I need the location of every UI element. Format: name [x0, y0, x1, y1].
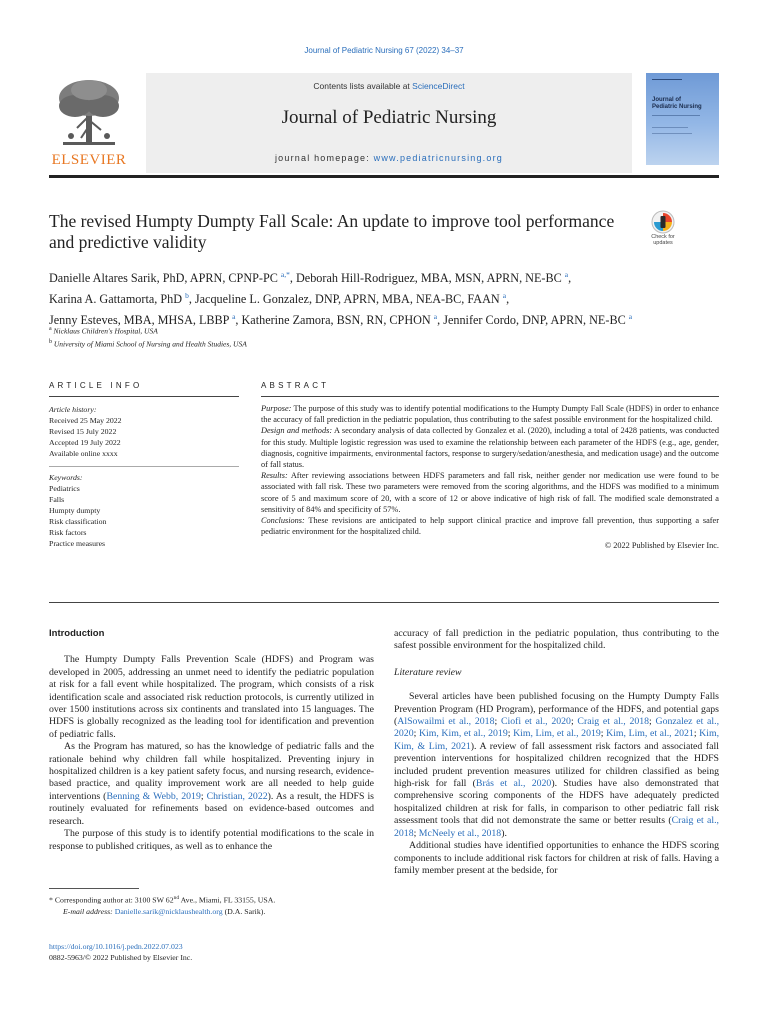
abstract-label: Results: — [261, 471, 288, 481]
reference-link[interactable]: Benning & Webb, 2019 — [106, 790, 201, 802]
abstract-label: Design and methods: — [261, 426, 333, 436]
affiliation-b — [49, 337, 649, 350]
affiliation-marker: a — [49, 326, 52, 332]
masthead-divider — [49, 175, 719, 178]
author-name: Jenny Esteves, MBA, MHSA, LBBP — [49, 313, 233, 328]
homepage-line — [146, 153, 632, 163]
cover-decoration — [652, 133, 692, 134]
footnote-text: Ave., Miami, FL 33155, USA. — [179, 895, 276, 905]
keyword: Risk classification — [49, 517, 107, 526]
abstract-text: A secondary analysis of data collected by Gonzalez et al. (2020), including a total of 2428 patients, was conducted for this study. Multiple logistic regression was used to examine the relationship between each parameter of the HDFS (e.g., age, gender, diagnosis, cognitive impairments, environmental factors, response to surgery/sedation/anesthesia, and medication usage) and the outcome of fall status. — [261, 426, 720, 470]
elsevier-logo[interactable] — [49, 76, 129, 170]
affiliation-text: Nicklaus Children's Hospital, USA — [51, 326, 158, 336]
reference-link[interactable]: Kim, Kim, & Lim, 2021 — [394, 728, 720, 752]
keyword: Risk factors — [49, 528, 87, 537]
masthead-banner — [146, 73, 632, 173]
online-date: Available online xxxx — [49, 449, 118, 458]
abstract-text: After reviewing associations between HDFS parameters and fall risk, neither gender nor medication use were found to be associated with fall risk. These two parameters were removed from the scoring algorithms, and the HDFS was modified to a minimum score of 5 and maximum score of 20, with a score of 12 or above indicative of high risk of fall. The modified scale demonstrated a sensitivity of 84% and specificity of 57%. — [261, 471, 719, 514]
author-line — [49, 266, 729, 287]
section-divider — [49, 602, 719, 603]
section-divider — [49, 466, 239, 467]
cover-title — [652, 97, 702, 111]
journal-masthead — [49, 73, 719, 173]
body-paragraph: The Humpty Dumpty Falls Prevention Scale (HDFS) and Program was developed in 2005, addressing an unmet need to identify the pediatric population at risk for a fall event while hospitalized. The program, which consists of a risk identification scale and associated risk reduction protocols, is currently utilized in over 1500 institutions across six continents and translated into 15 languages. The HDFS is globally recognized as the leading tool for identification and prevention of pediatric falls. — [49, 654, 374, 740]
keywords — [49, 472, 239, 549]
abstract-conclusions — [261, 515, 719, 537]
reference-link[interactable]: Kim, Lim, et al., 2021 — [606, 728, 694, 740]
check-for-updates-label: Check for updates — [651, 234, 675, 246]
homepage-prefix: journal homepage: — [274, 153, 374, 163]
sciencedirect-link[interactable]: ScienceDirect — [412, 81, 465, 91]
paragraph-text: As the Program has matured, so has the knowledge of pediatric falls and the rationale behind why children fall while hospitalized. Preventing injury in hospitalized children is a key patient safety focus, and nursing research, evidence-based practice, and quality improvement work are all needed to help guide interventions ( — [49, 741, 374, 802]
abstract-design — [261, 425, 719, 470]
keyword: Practice measures — [49, 539, 106, 548]
section-divider — [49, 396, 239, 397]
elsevier-tree-icon — [53, 76, 125, 148]
body-paragraph — [49, 741, 374, 828]
author-affil-link[interactable]: a,* — [280, 270, 290, 279]
affiliation-a — [49, 324, 649, 337]
accepted-date: Accepted 19 July 2022 — [49, 438, 121, 447]
footnote-address — [49, 893, 379, 906]
keyword: Falls — [49, 495, 65, 504]
email-label: E-mail address: — [63, 906, 115, 916]
corresponding-author-footnote — [49, 893, 379, 917]
reference-link[interactable]: Craig et al., 2018 — [394, 815, 719, 839]
author-name: , Jacqueline L. Gonzalez, DNP, APRN, MBA, NEA-BC, FAAN — [188, 292, 503, 307]
author-name: , Katherine Zamora, BSN, RN, CPHON — [235, 313, 434, 328]
author-affil-link[interactable]: a — [502, 291, 507, 301]
author-name: Karina A. Gattamorta, PhD — [49, 292, 186, 307]
abstract-body — [261, 403, 719, 552]
contents-prefix: Contents lists available at — [313, 81, 413, 91]
author-line — [49, 287, 729, 308]
footnote-marker: * — [49, 895, 53, 905]
abstract-heading: ABSTRACT — [261, 381, 330, 390]
reference-link[interactable]: McNeely et al., 2018 — [418, 827, 502, 839]
author-affil-link[interactable]: a — [433, 312, 438, 322]
issn-line: 0882-5963/© 2022 Published by Elsevier Inc. — [49, 953, 193, 962]
journal-citation[interactable] — [0, 46, 768, 55]
footnote-text: (D.A. Sarik). — [222, 906, 266, 916]
reference-link[interactable]: Craig et al., 2018 — [577, 716, 650, 728]
body-paragraph: Additional studies have identified opportunities to enhance the HDFS scoring components to include additional risk factors for children at risk of falls. Having a family member present at the bedside, for — [394, 840, 719, 876]
author-name: , Jennifer Cordo, DNP, APRN, NE-BC — [437, 313, 629, 328]
author-name: , Deborah Hill-Rodriguez, MBA, MSN, APRN, NE-BC — [289, 271, 565, 286]
article-title: The revised Humpty Dumpty Fall Scale: An update to improve tool performance and predictive validity — [49, 211, 615, 252]
reference-link[interactable]: Ciofi et al., 2020 — [500, 716, 571, 728]
paragraph-text: ; — [507, 728, 514, 740]
check-for-updates-button[interactable] — [646, 210, 680, 250]
abstract-text: The purpose of this study was to identify potential modifications to the Humpty Dumpty Fall Scale (HDFS) in order to enhance the accuracy of fall prediction in the pediatric population, thus contributing to the safest possible environment for the hospitalized child. — [261, 404, 719, 425]
copyright-notice: © 2022 Published by Elsevier Inc. — [604, 541, 719, 551]
email-link[interactable]: Danielle.sarik@nicklaushealth.org — [114, 906, 223, 916]
citation-volume-pages: 67 (2022) 34–37 — [402, 46, 464, 55]
author-affil-link[interactable]: a — [628, 312, 633, 322]
cover-title-line-2: Pediatric Nursing — [652, 104, 702, 110]
author-list — [49, 266, 729, 329]
abstract-results — [261, 470, 719, 515]
homepage-link[interactable]: www.pediatricnursing.org — [373, 153, 503, 163]
paragraph-text: ). As a result, the HDFS is routinely evaluated for refinements based on evidence-based outcomes and research. — [49, 790, 374, 827]
crossmark-icon — [651, 210, 675, 234]
body-column-left — [49, 628, 374, 853]
cover-decoration — [652, 127, 688, 128]
citation-journal-link[interactable]: Journal of Pediatric Nursing — [304, 46, 403, 55]
keyword: Pediatrics — [49, 484, 80, 493]
cover-title-line-1: Journal of — [652, 97, 682, 103]
journal-title: Journal of Pediatric Nursing — [281, 107, 497, 128]
body-paragraph: accuracy of fall prediction in the pediatric population, thus contributing to the safest possible environment for the hospitalized child. — [394, 628, 719, 652]
footnote-email — [49, 906, 379, 917]
introduction-heading: Introduction — [49, 628, 105, 639]
body-paragraph: The purpose of this study is to identify potential modifications to the scale in response to published critiques, as well as to enhance the — [49, 828, 374, 852]
abstract-label: Conclusions: — [261, 516, 305, 526]
paragraph-text: ; — [413, 728, 419, 740]
section-divider — [261, 396, 719, 397]
paragraph-text: ; — [413, 827, 419, 839]
reference-link[interactable]: Kim, Lim, et al., 2019 — [513, 728, 601, 740]
reference-link[interactable]: Gonzalez et al., 2020 — [394, 716, 720, 740]
author-affil-link[interactable]: a — [564, 270, 569, 279]
body-column-right — [394, 628, 719, 877]
paragraph-text: ; — [649, 716, 656, 728]
literature-review-heading: Literature review — [394, 666, 462, 678]
abstract-label: Purpose: — [261, 404, 292, 413]
abstract-purpose — [261, 403, 719, 425]
author-name: Danielle Altares Sarik, PhD, APRN, CPNP-PC — [49, 271, 281, 286]
article-info-heading: ARTICLE INFO — [49, 381, 143, 390]
elsevier-wordmark: ELSEVIER — [51, 152, 127, 168]
keyword: Humpty dumpty — [49, 506, 101, 515]
doi-block — [49, 941, 349, 963]
affiliation-marker: b — [49, 338, 52, 345]
body-paragraph — [394, 691, 719, 840]
reference-link[interactable]: Brás et al., 2020 — [475, 778, 552, 790]
footnote-divider — [49, 888, 139, 889]
author-separator: , — [568, 271, 572, 286]
reference-link[interactable]: Christian, 2022 — [206, 790, 268, 802]
author-affil-link[interactable]: a — [232, 312, 236, 322]
contents-line — [146, 81, 632, 91]
author-separator: , — [506, 292, 510, 307]
reference-link[interactable]: Kim, Kim, et al., 2019 — [418, 728, 508, 740]
received-date: Received 25 May 2022 — [49, 416, 122, 425]
footnote-text: Corresponding author at: 3100 SW 62 — [52, 895, 174, 905]
paragraph-text: ; — [494, 716, 501, 728]
author-affil-link[interactable]: b — [185, 291, 189, 301]
affiliations — [49, 324, 649, 349]
paragraph-text: Several articles have been published focusing on the Humpty Dumpty Falls Prevention Program (HD Program), performance of the HDFS, and potential gaps ( — [394, 691, 719, 728]
paragraph-text: ; — [570, 716, 578, 728]
reference-link[interactable]: AlSowailmi et al., 2018 — [397, 716, 495, 728]
affiliation-text: University of Miami School of Nursing and Health Studies, USA — [52, 339, 247, 348]
paragraph-text: ; — [600, 728, 607, 740]
history-label: Article history: — [49, 405, 97, 414]
keywords-label: Keywords: — [49, 473, 83, 482]
abstract-text: These revisions are anticipated to help support clinical practice and improve fall prevention, thus supporting a safer pediatric environment for the hospitalized child. — [261, 516, 719, 537]
doi-link[interactable]: https://doi.org/10.1016/j.pedn.2022.07.023 — [49, 942, 183, 951]
paragraph-text: ). — [501, 827, 507, 839]
journal-cover-image[interactable] — [646, 73, 719, 165]
revised-date: Revised 15 July 2022 — [49, 427, 117, 436]
paragraph-text: ; — [200, 790, 207, 802]
article-history — [49, 404, 239, 459]
paragraph-text: ). Studies have also demonstrated that comprehensive scoring components of the HDFS have adequately predicted hospitalized children at risk for falls, in comparison to other pediatric fall risk assessment tools that did not demonstrate the same or better results ( — [394, 778, 719, 827]
footnote-sup: nd — [173, 895, 180, 901]
cover-decoration — [652, 79, 682, 80]
cover-decoration — [652, 115, 700, 116]
paragraph-text: ; — [693, 728, 700, 740]
paragraph-text: ). A review of fall assessment risk factors and associated fall prevention interventions for hospitalized children recognized that the HDFS included prudent prevention measures utilized for children classified as being high-risk for fall ( — [394, 740, 719, 790]
